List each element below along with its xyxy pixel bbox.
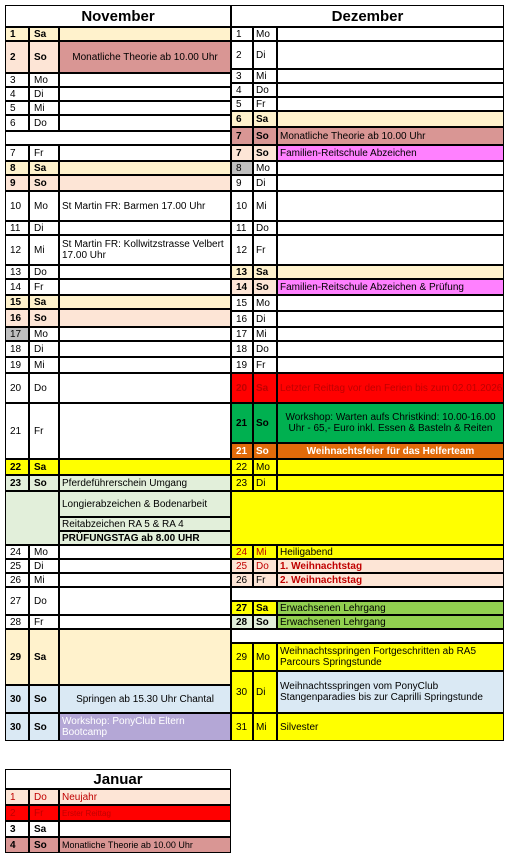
jan-event: Erster Reittag [59,805,231,821]
dec-weekday: Di [253,475,277,491]
nov-event [59,327,231,341]
nov-day-number: 30 [5,685,29,713]
nov-event [59,101,231,115]
dec-event: Familien-Reitschule Abzeichen & Prüfung [277,279,504,295]
nov-event [59,295,231,309]
dec-day-number: 10 [231,191,253,221]
dec-weekday: Sa [253,265,277,279]
nov-event [59,309,231,327]
nov-day-number: 5 [5,101,29,115]
nov-day-number: 22 [5,459,29,475]
nov-weekday: So [29,41,59,73]
dec-event [277,221,504,235]
dec-weekday: Do [253,83,277,97]
dec-weekday: Sa [253,111,277,127]
month-header-januar: Januar [5,769,231,789]
nov-weekday: Mi [29,573,59,587]
nov-day-number: 1 [5,27,29,41]
dec-event [277,341,504,357]
dec-filler [231,491,504,545]
nov-event [59,357,231,373]
dec-event [277,327,504,341]
dec-weekday: So [253,615,277,629]
nov-day-number: 21 [5,403,29,459]
nov-day-number: 18 [5,341,29,357]
dec-event: Erwachsenen Lehrgang [277,615,504,629]
dec-weekday: Di [253,41,277,69]
nov-day-number: 6 [5,115,29,131]
dec-day-number: 29 [231,643,253,671]
dec-weekday: So [253,443,277,459]
dec-event: Erwachsenen Lehrgang [277,601,504,615]
dec-day-number: 12 [231,235,253,265]
nov-day-number: 12 [5,235,29,265]
nov-day-number: 28 [5,615,29,629]
nov-day-number: 30 [5,713,29,741]
nov-weekday: So [29,175,59,191]
nov-weekday: Do [29,115,59,131]
nov-day-number: 11 [5,221,29,235]
jan-day-number: 3 [5,821,29,837]
jan-weekday: Do [29,789,59,805]
nov-weekday: Fr [29,403,59,459]
dec-event: Letzter Reittag vor den Ferien bis zum 02.01.2026 [277,373,504,403]
nov-event [59,27,231,41]
dec-weekday: So [253,127,277,145]
nov-event [59,459,231,475]
nov-weekday: Di [29,341,59,357]
dec-weekday: Mi [253,327,277,341]
nov-weekday: Mo [29,545,59,559]
nov-day-number: 26 [5,573,29,587]
dec-day-number: 17 [231,327,253,341]
dec-day-number: 9 [231,175,253,191]
nov-day-number: 25 [5,559,29,573]
nov-event [59,559,231,573]
nov-blank-row [5,131,231,145]
nov-weekday: So [29,309,59,327]
nov-day-number: 27 [5,587,29,615]
nov-event [59,629,231,685]
dec-weekday: Fr [253,357,277,373]
dec-weekday: Do [253,559,277,573]
nov-event [59,73,231,87]
jan-weekday: So [29,837,59,853]
dec-weekday: Mo [253,27,277,41]
nov-day-number: 4 [5,87,29,101]
nov-event [59,615,231,629]
dec-event [277,97,504,111]
nov-weekday: Mo [29,73,59,87]
dec-event [277,295,504,311]
nov-weekday: So [29,713,59,741]
dec-event: Silvester [277,713,504,741]
jan-day-number: 4 [5,837,29,853]
month-header-dezember: Dezember [231,5,504,27]
nov-weekday: So [29,475,59,491]
nov-day-number: 23 [5,475,29,491]
dec-event: Monatliche Theorie ab 10.00 Uhr [277,127,504,145]
dec-day-number: 6 [231,111,253,127]
dec-day-number: 15 [231,295,253,311]
nov-weekday: Fr [29,279,59,295]
dec-day-number: 7 [231,127,253,145]
nov-event [59,403,231,459]
dec-day-number: 5 [231,97,253,111]
dec-weekday: Mi [253,191,277,221]
dec-event [277,161,504,175]
dec-day-number: 19 [231,357,253,373]
nov-day-number: 9 [5,175,29,191]
dec-weekday: Fr [253,97,277,111]
dec-weekday: Di [253,175,277,191]
nov-event: St Martin FR: Kollwitzstrasse Velbert 17.00 Uhr [59,235,231,265]
nov-event [59,145,231,161]
dec-day-number: 30 [231,671,253,713]
dec-event [277,111,504,127]
nov-event: Longierabzeichen & Bodenarbeit [59,491,231,517]
dec-day-number: 24 [231,545,253,559]
dec-weekday: Sa [253,373,277,403]
nov-day-number: 10 [5,191,29,221]
dec-weekday: So [253,279,277,295]
dec-day-number: 27 [231,601,253,615]
nov-day-number: 13 [5,265,29,279]
dec-event [277,175,504,191]
dec-event: Weihnachtsspringen vom PonyClub Stangenparadies bis zur Caprilli Springstunde [277,671,504,713]
nov-weekday: Mo [29,191,59,221]
dec-weekday: Di [253,311,277,327]
nov-weekday: Sa [29,459,59,475]
dec-weekday: Sa [253,601,277,615]
nov-day-number: 29 [5,629,29,685]
dec-event: Workshop: Warten aufs Christkind: 10.00-16.00 Uhr - 65,- Euro inkl. Essen & Basteln & Reiten [277,403,504,443]
nov-day-number: 2 [5,41,29,73]
nov-weekday: Sa [29,295,59,309]
nov-day-number: 19 [5,357,29,373]
nov-weekday: Do [29,373,59,403]
jan-day-number: 2 [5,805,29,821]
dec-day-number: 8 [231,161,253,175]
dec-weekday: Mo [253,161,277,175]
nov-event: Springen ab 15.30 Uhr Chantal [59,685,231,713]
dec-day-number: 20 [231,373,253,403]
nov-event: PRÜFUNGSTAG ab 8.00 UHR [59,531,231,545]
jan-event: Monatliche Theorie ab 10.00 Uhr [59,837,231,853]
jan-weekday: Fr [29,805,59,821]
nov-event [59,87,231,101]
nov-day-number: 24 [5,545,29,559]
nov-event [59,587,231,615]
dec-weekday: So [253,145,277,161]
nov-event [59,221,231,235]
dec-day-number: 28 [231,615,253,629]
nov-weekday: Sa [29,161,59,175]
nov-event [59,115,231,131]
nov-weekday: Do [29,587,59,615]
dec-event [277,357,504,373]
dec-weekday: Mi [253,69,277,83]
dec-day-number: 23 [231,475,253,491]
dec-day-number: 1 [231,27,253,41]
dec-day-number: 11 [231,221,253,235]
nov-event [59,175,231,191]
nov-weekday: Di [29,221,59,235]
month-header-november: November [5,5,231,27]
dec-day-number: 13 [231,265,253,279]
dec-day-number: 16 [231,311,253,327]
dec-day-number: 3 [231,69,253,83]
dec-weekday: Mo [253,459,277,475]
dec-gap [231,629,504,643]
nov-exam-fill [5,491,59,545]
dec-event [277,311,504,327]
nov-event: Reitabzeichen RA 5 & RA 4 [59,517,231,531]
nov-weekday: Di [29,559,59,573]
nov-day-number: 7 [5,145,29,161]
nov-event [59,161,231,175]
nov-day-number: 16 [5,309,29,327]
nov-event: Monatliche Theorie ab 10.00 Uhr [59,41,231,73]
dec-weekday: Do [253,221,277,235]
dec-event: Weihnachtsspringen Fortgeschritten ab RA5 Parcours Springstunde [277,643,504,671]
dec-event [277,235,504,265]
dec-event: Weihnachtsfeier für das Helferteam [277,443,504,459]
dec-weekday: Mo [253,643,277,671]
dec-event [277,69,504,83]
nov-weekday: Mi [29,357,59,373]
jan-event [59,821,231,837]
nov-weekday: Do [29,265,59,279]
dec-event [277,41,504,69]
nov-day-number: 3 [5,73,29,87]
nov-weekday: So [29,685,59,713]
dec-event [277,265,504,279]
nov-event [59,373,231,403]
nov-day-number: 14 [5,279,29,295]
dec-event [277,83,504,97]
nov-weekday: Fr [29,145,59,161]
dec-day-number: 7 [231,145,253,161]
nov-event [59,341,231,357]
jan-weekday: Sa [29,821,59,837]
dec-weekday: So [253,403,277,443]
dec-gap [231,587,504,601]
nov-event: Pferdeführerschein Umgang [59,475,231,491]
dec-day-number: 21 [231,403,253,443]
dec-event: 1. Weihnachtstag [277,559,504,573]
dec-day-number: 2 [231,41,253,69]
nov-event: St Martin FR: Barmen 17.00 Uhr [59,191,231,221]
nov-weekday: Sa [29,27,59,41]
nov-day-number: 17 [5,327,29,341]
dec-weekday: Do [253,341,277,357]
dec-day-number: 25 [231,559,253,573]
jan-day-number: 1 [5,789,29,805]
dec-event: 2. Weihnachtstag [277,573,504,587]
dec-day-number: 4 [231,83,253,97]
nov-day-number: 8 [5,161,29,175]
dec-weekday: Mi [253,713,277,741]
dec-weekday: Di [253,671,277,713]
dec-event [277,191,504,221]
nov-day-number: 15 [5,295,29,309]
nov-day-number: 20 [5,373,29,403]
nov-weekday: Mo [29,327,59,341]
dec-weekday: Fr [253,235,277,265]
nov-weekday: Mi [29,235,59,265]
nov-event [59,265,231,279]
dec-day-number: 31 [231,713,253,741]
dec-day-number: 14 [231,279,253,295]
nov-event: Workshop: PonyClub Eltern Bootcamp [59,713,231,741]
dec-event [277,27,504,41]
nov-event [59,573,231,587]
dec-weekday: Mo [253,295,277,311]
nov-weekday: Sa [29,629,59,685]
dec-event: Familien-Reitschule Abzeichen [277,145,504,161]
dec-day-number: 26 [231,573,253,587]
nov-event [59,545,231,559]
dec-event: Heiligabend [277,545,504,559]
dec-weekday: Mi [253,545,277,559]
dec-weekday: Fr [253,573,277,587]
dec-day-number: 18 [231,341,253,357]
nov-weekday: Di [29,87,59,101]
dec-event [277,459,504,475]
dec-day-number: 21 [231,443,253,459]
dec-day-number: 22 [231,459,253,475]
nov-weekday: Fr [29,615,59,629]
jan-event: Neujahr [59,789,231,805]
nov-weekday: Mi [29,101,59,115]
dec-event [277,475,504,491]
nov-event [59,279,231,295]
